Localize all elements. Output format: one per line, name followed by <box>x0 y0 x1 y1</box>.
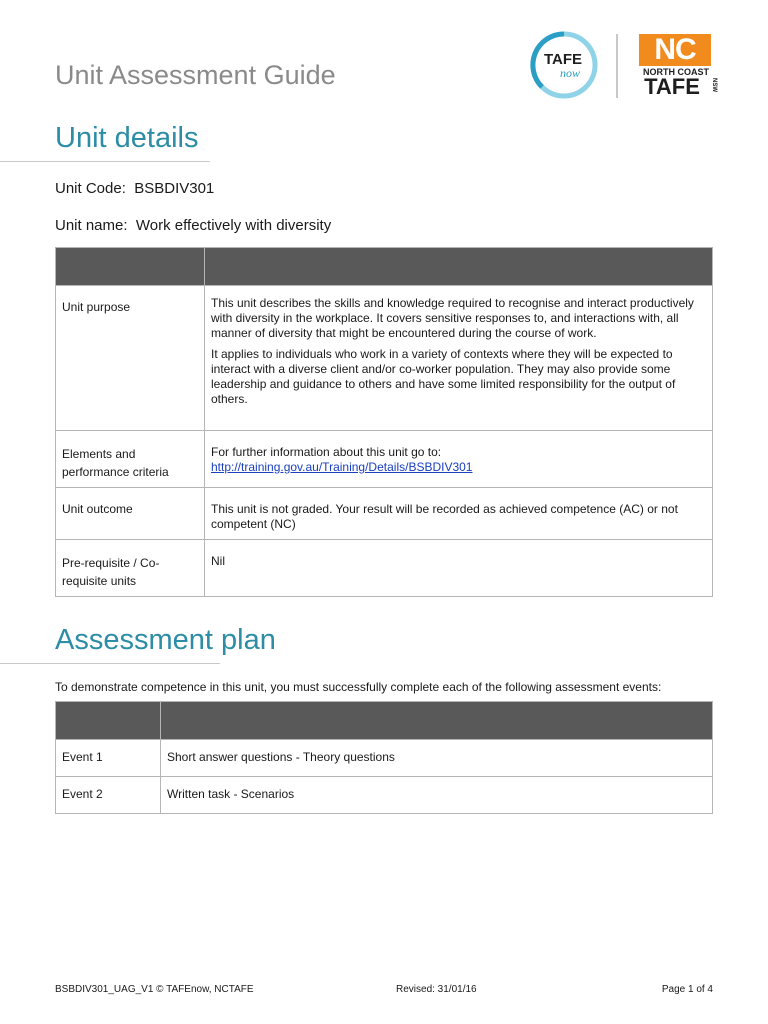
assessment-events-table-header <box>56 702 713 740</box>
footer-page-number: Page 1 of 4 <box>661 984 713 995</box>
header-cell <box>161 702 713 740</box>
assessment-plan-rule <box>0 663 220 664</box>
nc-logo-line2: TAFE <box>644 74 700 99</box>
unit-name-label: Unit name: <box>55 217 128 234</box>
header-cell <box>205 248 713 286</box>
event-description: Written task - Scenarios <box>161 777 713 814</box>
table-row <box>56 488 713 540</box>
unit-purpose-paragraph-1: This unit describes the skills and knowledge required to recognise and interact productively with diversity in the workplace. It covers sensitive responses to, and interactions with, all manner of diversity that might be encountered during the course of work. <box>211 296 694 340</box>
row-content <box>205 431 713 488</box>
header-cell <box>56 702 161 740</box>
unit-details-rule <box>0 161 210 162</box>
row-label: Unit purpose <box>56 286 205 431</box>
row-content: This unit is not graded. Your result will be recorded as achieved competence (AC) or not competent (NC) <box>205 488 713 540</box>
unit-details-table-header <box>56 248 713 286</box>
document-title: Unit Assessment Guide <box>55 60 336 90</box>
north-coast-tafe-logo-icon <box>637 34 715 98</box>
event-label: Event 2 <box>56 777 161 814</box>
unit-details-table <box>55 247 713 597</box>
unit-details-heading: Unit details <box>55 122 199 154</box>
row-label: Unit outcome <box>56 488 205 540</box>
nc-logo-letters: NC <box>639 34 711 66</box>
table-row <box>56 777 713 814</box>
tafenow-logo-icon <box>527 30 602 100</box>
logo-divider <box>616 34 618 98</box>
event-label: Event 1 <box>56 740 161 777</box>
table-row <box>56 540 713 597</box>
unit-code-line <box>55 180 214 197</box>
row-label: Elements and performance criteria <box>56 431 205 488</box>
table-row <box>56 286 713 431</box>
elements-text: For further information about this unit go to: <box>211 445 442 459</box>
unit-name-line <box>55 217 331 234</box>
logos <box>527 30 717 100</box>
row-content: Nil <box>205 540 713 597</box>
unit-name-value: Work effectively with diversity <box>135 217 332 234</box>
tafenow-logo-bottom: now <box>559 66 581 80</box>
assessment-plan-heading: Assessment plan <box>55 624 276 656</box>
row-content <box>205 286 713 431</box>
nc-logo-nsw: NSW <box>711 78 717 92</box>
unit-code-value: BSBDIV301 <box>134 180 215 197</box>
footer-revised: Revised: 31/01/16 <box>396 984 477 995</box>
unit-code-label: Unit Code: <box>55 180 126 197</box>
assessment-intro: To demonstrate competence in this unit, you must successfully complete each of the following assessment events: <box>55 680 662 694</box>
header-cell <box>56 248 205 286</box>
training-gov-link[interactable]: http://training.gov.au/Training/Details/BSBDIV301 <box>211 460 473 474</box>
table-row <box>56 431 713 488</box>
footer-doc-id: BSBDIV301_UAG_V1 © TAFEnow, NCTAFE <box>55 984 254 995</box>
tafenow-logo-top: TAFE <box>543 51 583 68</box>
row-label: Pre-requisite / Co-requisite units <box>56 540 205 597</box>
table-row <box>56 740 713 777</box>
unit-purpose-paragraph-2: It applies to individuals who work in a variety of contexts where they will be expected to interact with a diverse client and/or co-worker population. They may also provide some leadership and guidance to others and have some limited responsibility for the output of others. <box>211 347 676 406</box>
event-description: Short answer questions - Theory questions <box>161 740 713 777</box>
assessment-events-table <box>55 701 713 814</box>
nc-logo-line1: NORTH COAST <box>643 67 709 77</box>
